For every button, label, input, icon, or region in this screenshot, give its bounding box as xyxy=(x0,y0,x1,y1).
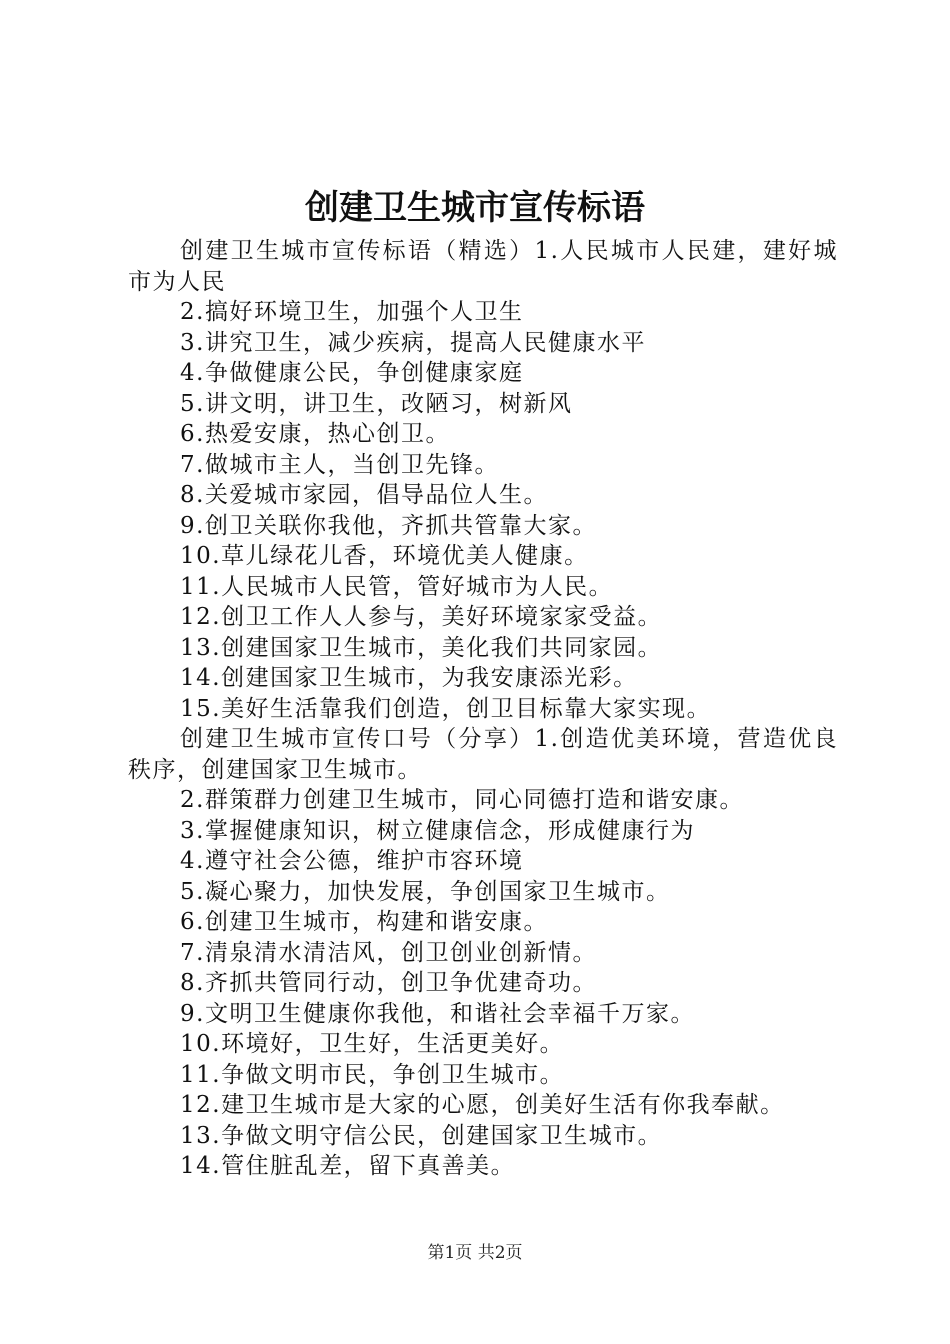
section2-list xyxy=(128,785,838,1182)
list-item: 13.争做文明守信公民，创建国家卫生城市。 xyxy=(180,1122,663,1149)
list-item: 10.环境好，卫生好，生活更美好。 xyxy=(180,1031,565,1057)
section2-intro: 创建卫生城市宣传口号（分享）1.创造优美环境，营造优良秩序，创建国家卫生城市。 xyxy=(128,726,838,783)
list-item: 10.草儿绿花儿香，环境优美人健康。 xyxy=(180,543,589,569)
list-item: 5.凝心聚力，加快发展，争创国家卫生城市。 xyxy=(180,878,671,905)
list-item: 12.建卫生城市是大家的心愿，创美好生活有你我奉献。 xyxy=(180,1092,785,1118)
list-item: 6.创建卫生城市，构建和谐安康。 xyxy=(180,909,548,935)
document-body xyxy=(128,236,838,1182)
list-item: 7.做城市主人，当创卫先锋。 xyxy=(180,451,499,478)
list-item: 4.遵守社会公德，维护市容环境 xyxy=(180,848,524,874)
list-item: 12.创卫工作人人参与，美好环境家家受益。 xyxy=(180,604,663,630)
list-item: 15.美好生活靠我们创造，创卫目标靠大家实现。 xyxy=(180,695,712,722)
list-item: 3.讲究卫生，减少疾病，提高人民健康水平 xyxy=(180,329,646,356)
section1-list xyxy=(128,297,838,724)
page-footer: 第1页 共2页 xyxy=(427,1243,523,1263)
list-item: 13.创建国家卫生城市，美化我们共同家园。 xyxy=(180,634,663,661)
list-item: 4.争做健康公民，争创健康家庭 xyxy=(180,360,524,386)
list-item: 11.人民城市人民管，管好城市为人民。 xyxy=(180,573,614,600)
list-item: 8.齐抓共管同行动，创卫争优建奇功。 xyxy=(180,970,597,996)
list-item: 11.争做文明市民，争创卫生城市。 xyxy=(180,1061,565,1088)
list-item: 8.关爱城市家园，倡导品位人生。 xyxy=(180,482,548,508)
list-item: 2.搞好环境卫生，加强个人卫生 xyxy=(180,299,524,325)
list-item: 9.创卫关联你我他，齐抓共管靠大家。 xyxy=(180,512,597,539)
list-item: 14.创建国家卫生城市，为我安康添光彩。 xyxy=(180,665,638,691)
list-item: 9.文明卫生健康你我他，和谐社会幸福千万家。 xyxy=(180,1000,695,1027)
list-item: 7.清泉清水清洁风，创卫创业创新情。 xyxy=(180,939,597,966)
section1-intro: 创建卫生城市宣传标语（精选）1.人民城市人民建，建好城市为人民 xyxy=(128,238,838,295)
page-title: 创建卫生城市宣传标语 xyxy=(305,188,645,228)
list-item: 5.讲文明，讲卫生，改陋习，树新风 xyxy=(180,390,573,417)
list-item: 3.掌握健康知识，树立健康信念，形成健康行为 xyxy=(180,817,695,844)
list-item: 2.群策群力创建卫生城市，同心同德打造和谐安康。 xyxy=(180,787,744,813)
list-item: 6.热爱安康，热心创卫。 xyxy=(180,421,450,447)
list-item: 14.管住脏乱差，留下真善美。 xyxy=(180,1153,516,1179)
